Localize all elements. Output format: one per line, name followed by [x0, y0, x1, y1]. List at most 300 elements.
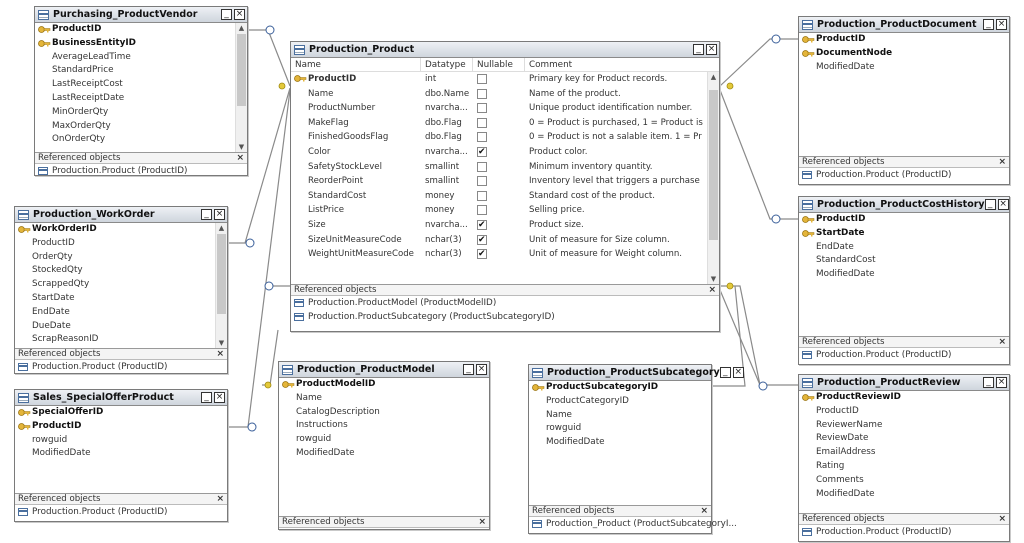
close-button[interactable]: ×	[235, 9, 244, 19]
primary-key-icon	[38, 39, 50, 48]
referenced-object-label: Production.Product (ProductID)	[52, 166, 188, 176]
table-icon	[802, 378, 813, 388]
primary-key-icon	[532, 383, 544, 392]
referenced-object-item[interactable]	[799, 348, 1009, 362]
grid-row[interactable]	[291, 116, 719, 131]
column-name: EndDate	[32, 306, 70, 317]
column-row[interactable]	[15, 251, 227, 265]
scroll-down-icon[interactable]: ▼	[710, 275, 717, 283]
grid-row[interactable]	[291, 101, 719, 116]
cell-name: FinishedGoodsFlag	[308, 132, 389, 143]
referenced-objects-header: Referenced objects ×	[799, 156, 1009, 168]
rel-product-costhistory	[720, 90, 798, 219]
column-row[interactable]	[35, 23, 247, 37]
key-connector-icon	[265, 382, 271, 388]
column-list[interactable]	[15, 406, 227, 493]
column-row[interactable]	[799, 419, 1009, 433]
table-production-productmodel[interactable]	[278, 361, 490, 530]
cell-comment: Product color.	[529, 146, 588, 157]
table-icon	[282, 365, 293, 375]
table-production-productcosthistory[interactable]	[798, 196, 1010, 365]
column-name: ProductID	[52, 24, 102, 34]
grid-row[interactable]	[291, 203, 719, 218]
referenced-object-label: Production.Product (ProductID)	[816, 170, 952, 180]
column-name: ProductSubcategoryID	[546, 382, 659, 392]
table-name: Production_ProductCostHistory	[817, 199, 985, 210]
column-row[interactable]	[15, 264, 227, 278]
connector-icon	[248, 423, 256, 431]
key-connector-icon	[279, 83, 285, 89]
vertical-scrollbar[interactable]	[215, 223, 227, 348]
primary-key-icon	[802, 229, 814, 238]
column-list[interactable]	[799, 213, 1009, 336]
cell-name: SafetyStockLevel	[308, 161, 382, 172]
column-row[interactable]	[529, 395, 711, 409]
close-icon[interactable]: ×	[700, 506, 708, 516]
column-name: StartDate	[32, 292, 75, 303]
column-row[interactable]	[279, 392, 489, 406]
table-production-productsubcategory[interactable]	[528, 364, 743, 534]
column-row[interactable]	[799, 460, 1009, 474]
column-row[interactable]	[279, 378, 489, 392]
referenced-objects-header: Referenced objects ×	[15, 493, 227, 505]
column-row[interactable]	[35, 106, 247, 120]
cell-datatype: dbo.Name	[425, 88, 470, 99]
table-name: Production_WorkOrder	[33, 209, 155, 220]
column-row[interactable]	[15, 320, 227, 334]
table-icon	[294, 45, 305, 55]
rel-product-review	[720, 290, 798, 385]
column-row[interactable]	[799, 391, 1009, 405]
referenced-objects-list	[529, 517, 737, 531]
column-row[interactable]	[35, 120, 247, 134]
column-row[interactable]	[35, 92, 247, 106]
column-name: DocumentNode	[816, 47, 893, 58]
nullable-checkbox[interactable]	[477, 205, 487, 215]
table-title-bar[interactable]	[15, 390, 227, 406]
minimize-button[interactable]: _	[201, 209, 212, 220]
nullable-checkbox[interactable]	[477, 249, 487, 259]
table-title-bar[interactable]	[799, 375, 1009, 391]
column-row[interactable]	[799, 488, 1009, 502]
column-row[interactable]	[15, 420, 227, 434]
nullable-checkbox[interactable]	[477, 220, 487, 230]
nullable-checkbox[interactable]	[477, 176, 487, 186]
close-button[interactable]: ×	[997, 19, 1006, 29]
table-icon	[802, 528, 812, 536]
column-name: ModifiedDate	[546, 437, 605, 448]
minimize-button[interactable]: _	[463, 364, 474, 375]
column-name: CatalogDescription	[296, 406, 380, 417]
cell-comment: Selling price.	[529, 205, 585, 216]
table-name: Production_ProductDocument	[817, 19, 977, 30]
column-name: AverageLeadTime	[52, 51, 131, 62]
column-name: EndDate	[816, 241, 854, 252]
column-row[interactable]	[15, 434, 227, 448]
close-button[interactable]: ×	[734, 367, 743, 377]
column-row[interactable]	[799, 213, 1009, 227]
column-list[interactable]	[799, 33, 1009, 156]
column-row[interactable]	[15, 406, 227, 420]
column-name: LastReceiptCost	[52, 79, 123, 90]
referenced-object-item[interactable]	[291, 296, 719, 310]
key-connector-icon	[727, 83, 733, 89]
column-row[interactable]	[799, 405, 1009, 419]
column-row[interactable]	[15, 447, 227, 461]
column-name: ScrappedQty	[32, 279, 90, 290]
primary-key-icon	[802, 393, 814, 402]
primary-key-icon	[18, 422, 30, 431]
column-name: ModifiedDate	[816, 488, 875, 499]
column-row[interactable]	[35, 78, 247, 92]
table-icon	[802, 351, 812, 359]
referenced-objects-list	[35, 164, 247, 178]
nullable-checkbox[interactable]	[477, 147, 487, 157]
column-name: ProductID	[816, 34, 866, 44]
referenced-objects-list	[799, 525, 1009, 539]
cell-name: ListPrice	[308, 205, 344, 216]
referenced-object-item[interactable]	[799, 525, 1009, 539]
referenced-object-label: Production.Product (ProductID)	[32, 507, 168, 517]
close-icon[interactable]: ×	[478, 517, 486, 527]
close-button[interactable]: ×	[215, 392, 224, 402]
column-name: MaxOrderQty	[52, 120, 111, 131]
referenced-object-label: Production.ProductSubcategory (ProductSubcategoryID)	[308, 312, 555, 322]
scroll-up-icon[interactable]: ▲	[238, 24, 245, 32]
referenced-objects-header: Referenced objects ×	[15, 348, 227, 360]
column-name: ModifiedDate	[32, 448, 91, 459]
close-icon[interactable]: ×	[998, 157, 1006, 167]
column-name: Instructions	[296, 420, 348, 431]
table-icon	[802, 171, 812, 179]
column-row[interactable]	[799, 61, 1009, 75]
column-name: Name	[296, 392, 322, 403]
column-row[interactable]	[799, 268, 1009, 282]
referenced-objects-list	[799, 168, 1009, 182]
table-name: Production_ProductModel	[297, 364, 435, 375]
vertical-scrollbar[interactable]	[235, 23, 247, 152]
column-row[interactable]	[529, 409, 711, 423]
column-row[interactable]	[529, 422, 711, 436]
scrollbar-thumb[interactable]	[237, 34, 246, 106]
cell-comment: 0 = Product is not a salable item. 1 = Pr	[529, 132, 702, 143]
column-list[interactable]	[799, 391, 1009, 513]
column-row[interactable]	[35, 64, 247, 78]
close-icon[interactable]: ×	[998, 514, 1006, 524]
column-row[interactable]	[35, 37, 247, 51]
referenced-objects-header: Referenced objects ×	[35, 152, 247, 164]
grid-header	[291, 58, 719, 72]
header-datatype[interactable]: Datatype	[421, 58, 473, 72]
column-row[interactable]	[15, 237, 227, 251]
scroll-down-icon[interactable]: ▼	[218, 339, 225, 347]
minimize-button[interactable]: _	[985, 199, 996, 210]
referenced-object-label: Production.Product (ProductID)	[32, 362, 168, 372]
header-comment[interactable]: Comment	[529, 60, 573, 70]
cell-comment: Standard cost of the product.	[529, 190, 656, 201]
referenced-objects-list	[799, 348, 1009, 362]
column-row[interactable]	[279, 433, 489, 447]
nullable-checkbox[interactable]	[477, 103, 487, 113]
cell-datatype: money	[425, 205, 455, 216]
minimize-button[interactable]: _	[720, 367, 731, 378]
vertical-scrollbar[interactable]	[707, 72, 719, 284]
connector-icon	[772, 35, 780, 43]
column-list[interactable]	[35, 23, 247, 152]
scroll-up-icon[interactable]: ▲	[218, 224, 225, 232]
table-title-bar[interactable]	[799, 17, 1009, 33]
referenced-object-label: Production.Product (ProductID)	[816, 350, 952, 360]
cell-datatype: dbo.Flag	[425, 132, 462, 143]
cell-datatype: smallint	[425, 176, 460, 187]
column-row[interactable]	[529, 436, 711, 450]
column-name: ModifiedDate	[296, 447, 355, 458]
table-icon	[38, 167, 48, 175]
column-row[interactable]	[529, 381, 711, 395]
cell-datatype: int	[425, 74, 437, 84]
table-icon	[18, 393, 29, 403]
column-name: ReviewDate	[816, 433, 869, 444]
referenced-object-item[interactable]	[799, 168, 1009, 182]
column-row[interactable]	[799, 241, 1009, 255]
rel-vendor-product	[248, 30, 290, 86]
column-name: EmailAddress	[816, 447, 876, 458]
column-name: Name	[546, 409, 572, 420]
scrollbar-thumb[interactable]	[709, 90, 718, 240]
minimize-button[interactable]: _	[983, 377, 994, 388]
column-row[interactable]	[15, 223, 227, 237]
table-icon	[294, 313, 304, 321]
nullable-checkbox[interactable]	[477, 89, 487, 99]
column-name: ProductID	[816, 405, 859, 416]
grid-row[interactable]	[291, 87, 719, 102]
column-name: DueDate	[32, 320, 71, 331]
table-production-productdocument[interactable]	[798, 16, 1010, 185]
table-name: Production_ProductReview	[817, 377, 961, 388]
table-name: Sales_SpecialOfferProduct	[33, 392, 174, 403]
column-list[interactable]	[529, 381, 711, 505]
column-name: MinOrderQty	[52, 106, 109, 117]
column-row[interactable]	[279, 406, 489, 420]
table-name: Purchasing_ProductVendor	[53, 9, 198, 20]
referenced-objects-header: Referenced objects ×	[799, 513, 1009, 525]
referenced-objects-header: Referenced objects ×	[279, 516, 489, 528]
nullable-checkbox[interactable]	[477, 132, 487, 142]
table-production-productreview[interactable]	[798, 374, 1010, 542]
grid-row[interactable]	[291, 72, 719, 87]
cell-datatype: nvarcha...	[425, 103, 468, 114]
table-icon	[802, 200, 813, 210]
table-name: Production_Product	[309, 44, 415, 55]
cell-datatype: nvarcha...	[425, 146, 468, 157]
referenced-object-item[interactable]	[15, 360, 227, 374]
grid-row[interactable]	[291, 130, 719, 145]
column-row[interactable]	[15, 306, 227, 320]
table-name: Production_ProductSubcategory	[547, 367, 720, 378]
close-icon[interactable]: ×	[998, 337, 1006, 347]
referenced-objects-header: Referenced objects ×	[799, 336, 1009, 348]
cell-name: MakeFlag	[308, 117, 349, 128]
grid-row[interactable]	[291, 189, 719, 204]
referenced-object-item[interactable]	[15, 505, 227, 519]
column-name: ProductID	[816, 214, 866, 224]
cell-datatype: dbo.Flag	[425, 117, 462, 128]
primary-key-icon	[294, 74, 306, 83]
primary-key-icon	[802, 215, 814, 224]
connector-icon	[246, 239, 254, 247]
grid-row[interactable]	[291, 218, 719, 233]
column-name: ModifiedDate	[816, 61, 875, 72]
column-row[interactable]	[799, 47, 1009, 61]
referenced-objects-list	[15, 360, 227, 374]
primary-key-icon	[802, 49, 814, 58]
close-button[interactable]: ×	[477, 364, 486, 374]
primary-key-icon	[282, 380, 294, 389]
column-row[interactable]	[799, 432, 1009, 446]
close-button[interactable]: ×	[997, 377, 1006, 387]
table-purchasing-productvendor[interactable]	[34, 6, 248, 176]
cell-comment: Name of the product.	[529, 88, 621, 99]
close-button[interactable]: ×	[707, 44, 716, 54]
cell-comment: Inventory level that triggers a purchase	[529, 176, 700, 187]
cell-name: ProductID	[308, 74, 357, 84]
column-row[interactable]	[799, 33, 1009, 47]
table-title-bar[interactable]	[15, 207, 227, 223]
referenced-object-label: Production.Product (ProductID)	[816, 527, 952, 537]
close-icon[interactable]: ×	[708, 285, 716, 295]
column-row[interactable]	[15, 278, 227, 292]
column-name: OrderQty	[32, 251, 73, 262]
column-name: StockedQty	[32, 265, 83, 276]
cell-datatype: money	[425, 190, 455, 201]
primary-key-icon	[802, 35, 814, 44]
referenced-object-item[interactable]	[529, 517, 737, 531]
referenced-objects-header: Referenced objects ×	[291, 284, 719, 296]
grid-row[interactable]	[291, 247, 719, 262]
table-title-bar[interactable]	[279, 362, 489, 378]
column-row[interactable]	[799, 227, 1009, 241]
connector-icon	[772, 215, 780, 223]
close-icon[interactable]: ×	[216, 349, 224, 359]
cell-comment: Unit of measure for Size column.	[529, 234, 670, 245]
cell-name: SizeUnitMeasureCode	[308, 234, 402, 245]
cell-comment: Minimum inventory quantity.	[529, 161, 653, 172]
close-icon[interactable]: ×	[216, 494, 224, 504]
table-icon	[802, 20, 813, 30]
referenced-object-item[interactable]	[291, 310, 719, 324]
cell-datatype: smallint	[425, 161, 460, 172]
column-row[interactable]	[799, 254, 1009, 268]
cell-comment: Product size.	[529, 219, 584, 230]
column-name: StandardCost	[816, 255, 876, 266]
nullable-checkbox[interactable]	[477, 191, 487, 201]
column-row[interactable]	[15, 333, 227, 347]
grid-row[interactable]	[291, 233, 719, 248]
nullable-checkbox[interactable]	[477, 235, 487, 245]
minimize-button[interactable]: _	[693, 44, 704, 55]
column-name: LastReceiptDate	[52, 92, 125, 103]
cell-datatype: nchar(3)	[425, 249, 462, 260]
grid-row[interactable]	[291, 174, 719, 189]
table-title-bar[interactable]	[35, 7, 247, 23]
grid-row[interactable]	[291, 160, 719, 175]
column-grid[interactable]	[291, 58, 719, 284]
column-name: SpecialOfferID	[32, 407, 104, 417]
header-nullable[interactable]: Nullable	[473, 58, 525, 72]
referenced-object-label: Production.ProductModel (ProductModelID)	[308, 298, 497, 308]
table-production-workorder[interactable]	[14, 206, 228, 374]
scroll-down-icon[interactable]: ▼	[238, 143, 245, 151]
column-name: StandardPrice	[52, 65, 114, 76]
column-name: ProductReviewID	[816, 392, 901, 402]
column-name: OnOrderQty	[52, 134, 106, 145]
table-title-bar[interactable]	[291, 42, 719, 58]
minimize-button[interactable]: _	[221, 9, 232, 20]
cell-comment: 0 = Product is purchased, 1 = Product is	[529, 117, 703, 128]
column-row[interactable]	[35, 133, 247, 147]
table-icon	[18, 508, 28, 516]
column-row[interactable]	[15, 292, 227, 306]
header-name[interactable]: Name	[291, 58, 421, 72]
column-list[interactable]	[279, 378, 489, 516]
nullable-checkbox[interactable]	[477, 74, 487, 84]
scroll-up-icon[interactable]: ▲	[710, 73, 717, 81]
cell-name: ProductNumber	[308, 103, 376, 114]
nullable-checkbox[interactable]	[477, 162, 487, 172]
cell-datatype: nvarcha...	[425, 219, 468, 230]
cell-comment: Unique product identification number.	[529, 103, 693, 114]
primary-key-icon	[18, 408, 30, 417]
table-title-bar[interactable]	[799, 197, 1009, 213]
column-name: BusinessEntityID	[52, 37, 136, 48]
primary-key-icon	[18, 225, 30, 234]
cell-comment: Primary key for Product records.	[529, 74, 668, 84]
cell-name: Name	[308, 88, 334, 99]
grid-row[interactable]	[291, 145, 719, 160]
column-row[interactable]	[799, 474, 1009, 488]
close-icon[interactable]: ×	[236, 153, 244, 163]
column-row[interactable]	[799, 446, 1009, 460]
close-button[interactable]: ×	[999, 199, 1007, 209]
minimize-button[interactable]: _	[201, 392, 212, 403]
table-title-bar[interactable]	[529, 365, 743, 381]
cell-name: ReorderPoint	[308, 176, 364, 187]
cell-datatype: nchar(3)	[425, 234, 462, 245]
column-name: ScrapReasonID	[32, 334, 99, 345]
minimize-button[interactable]: _	[983, 19, 994, 30]
column-list[interactable]	[15, 223, 227, 348]
column-row[interactable]	[35, 51, 247, 65]
table-icon	[18, 363, 28, 371]
referenced-object-item[interactable]	[35, 164, 247, 178]
cell-name: Size	[308, 219, 326, 230]
table-icon	[38, 10, 49, 20]
cell-name: Color	[308, 146, 331, 157]
column-row[interactable]	[279, 419, 489, 433]
column-row[interactable]	[279, 447, 489, 461]
table-production-product[interactable]	[290, 41, 720, 332]
key-connector-icon	[727, 283, 733, 289]
scrollbar-thumb[interactable]	[217, 234, 226, 314]
column-name: ReviewerName	[816, 419, 883, 430]
column-name: ProductModelID	[296, 379, 376, 389]
table-sales-specialofferproduct[interactable]	[14, 389, 228, 522]
nullable-checkbox[interactable]	[477, 118, 487, 128]
connector-icon	[759, 382, 767, 390]
column-name: rowguid	[32, 434, 68, 445]
close-button[interactable]: ×	[215, 209, 224, 219]
referenced-objects-list	[15, 505, 227, 519]
